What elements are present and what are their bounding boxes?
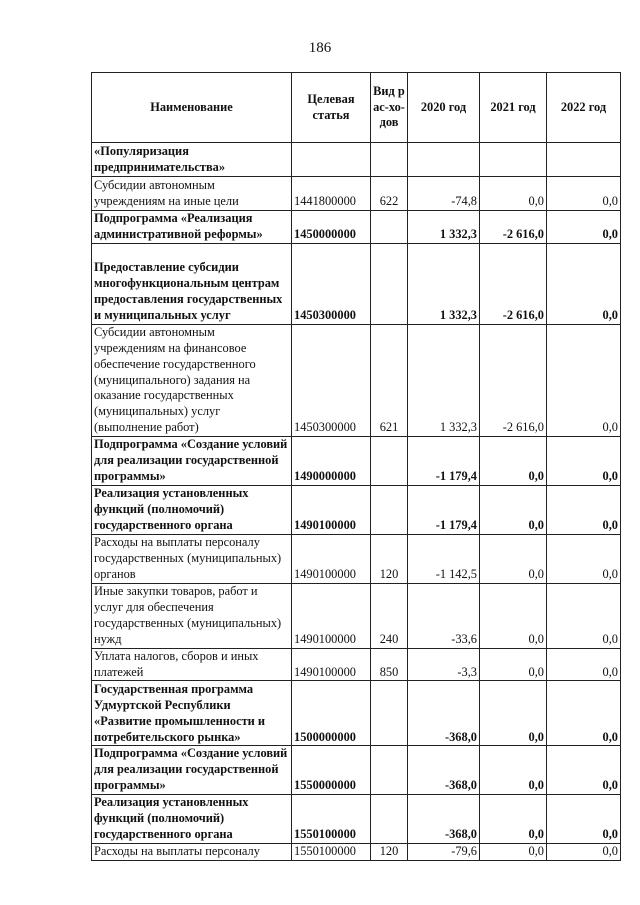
- cell-2020: -1 142,5: [408, 534, 480, 583]
- cell-name: Реализация установленных функций (полномочий) государственного органа: [92, 485, 292, 534]
- table-row: [92, 177, 621, 211]
- cell-2022: 0,0: [547, 534, 621, 583]
- cell-2021: 0,0: [480, 485, 547, 534]
- cell-target-article: 1550100000: [292, 843, 371, 860]
- cell-2020: -1 179,4: [408, 485, 480, 534]
- cell-2021: [480, 143, 547, 177]
- cell-2022: 0,0: [547, 177, 621, 211]
- table-row: [92, 795, 621, 844]
- cell-2022: 0,0: [547, 324, 621, 436]
- cell-2020: -368,0: [408, 795, 480, 844]
- cell-name: Иные закупки товаров, работ и услуг для обеспечения государственных (муниципальных) нужд: [92, 583, 292, 648]
- cell-2022: 0,0: [547, 746, 621, 795]
- table-row: [92, 485, 621, 534]
- cell-target-article: 1450000000: [292, 211, 371, 244]
- cell-2021: 0,0: [480, 681, 547, 746]
- cell-expense-type: 120: [371, 534, 408, 583]
- cell-name: Субсидии автономным учреждениям на финансовое обеспечение государственного (муниципального) задания на оказание государственных (муниципальных) услуг (выполнение работ): [92, 324, 292, 436]
- table-row: [92, 143, 621, 177]
- cell-2020: -33,6: [408, 583, 480, 648]
- cell-2020: 1 332,3: [408, 211, 480, 244]
- cell-2021: -2 616,0: [480, 243, 547, 324]
- cell-2022: 0,0: [547, 243, 621, 324]
- cell-2020: -74,8: [408, 177, 480, 211]
- table-row: [92, 746, 621, 795]
- cell-name: Подпрограмма «Создание условий для реализации государственной программы»: [92, 746, 292, 795]
- cell-2020: -1 179,4: [408, 437, 480, 486]
- cell-target-article: [292, 143, 371, 177]
- cell-expense-type: 240: [371, 583, 408, 648]
- cell-2020: 1 332,3: [408, 243, 480, 324]
- table-row: [92, 324, 621, 436]
- cell-2021: 0,0: [480, 583, 547, 648]
- cell-2020: [408, 143, 480, 177]
- cell-expense-type: 622: [371, 177, 408, 211]
- cell-2022: 0,0: [547, 843, 621, 860]
- cell-target-article: 1490000000: [292, 437, 371, 486]
- table-header-row: [92, 73, 621, 143]
- cell-target-article: 1441800000: [292, 177, 371, 211]
- cell-expense-type: [371, 243, 408, 324]
- cell-target-article: 1550100000: [292, 795, 371, 844]
- cell-2022: 0,0: [547, 648, 621, 681]
- cell-name: Реализация установленных функций (полномочий) государственного органа: [92, 795, 292, 844]
- cell-name: Предоставление субсидии многофункциональным центрам предоставления государственных и муниципальных услуг: [92, 243, 292, 324]
- cell-name: Подпрограмма «Реализация административной реформы»: [92, 211, 292, 244]
- table-row: [92, 211, 621, 244]
- cell-2020: -79,6: [408, 843, 480, 860]
- header-2022: 2022 год: [547, 73, 621, 143]
- cell-target-article: 1450300000: [292, 324, 371, 436]
- cell-2022: 0,0: [547, 795, 621, 844]
- cell-expense-type: [371, 681, 408, 746]
- cell-2021: -2 616,0: [480, 324, 547, 436]
- cell-2021: -2 616,0: [480, 211, 547, 244]
- cell-expense-type: [371, 143, 408, 177]
- cell-expense-type: [371, 485, 408, 534]
- table-row: [92, 648, 621, 681]
- header-2020: 2020 год: [408, 73, 480, 143]
- cell-2020: -3,3: [408, 648, 480, 681]
- table-row: [92, 681, 621, 746]
- table-row: [92, 437, 621, 486]
- table-row: [92, 583, 621, 648]
- cell-2021: 0,0: [480, 437, 547, 486]
- cell-expense-type: [371, 746, 408, 795]
- table-row: [92, 843, 621, 860]
- cell-name: Субсидии автономным учреждениям на иные цели: [92, 177, 292, 211]
- cell-name: Уплата налогов, сборов и иных платежей: [92, 648, 292, 681]
- cell-expense-type: [371, 795, 408, 844]
- cell-2021: 0,0: [480, 648, 547, 681]
- cell-expense-type: 120: [371, 843, 408, 860]
- cell-target-article: 1550000000: [292, 746, 371, 795]
- cell-2022: [547, 143, 621, 177]
- budget-table: [91, 72, 621, 861]
- cell-2022: 0,0: [547, 485, 621, 534]
- cell-name: Подпрограмма «Создание условий для реализации государственной программы»: [92, 437, 292, 486]
- cell-2022: 0,0: [547, 211, 621, 244]
- cell-2020: -368,0: [408, 746, 480, 795]
- cell-2021: 0,0: [480, 795, 547, 844]
- table-row: [92, 243, 621, 324]
- cell-target-article: 1490100000: [292, 583, 371, 648]
- header-expense-type: Вид рас-хо-дов: [371, 73, 408, 143]
- header-target-article: Целевая статья: [292, 73, 371, 143]
- cell-2021: 0,0: [480, 534, 547, 583]
- cell-2020: -368,0: [408, 681, 480, 746]
- cell-target-article: 1490100000: [292, 485, 371, 534]
- cell-expense-type: 621: [371, 324, 408, 436]
- cell-2022: 0,0: [547, 583, 621, 648]
- cell-target-article: 1500000000: [292, 681, 371, 746]
- cell-name: Государственная программа Удмуртской Республики «Развитие промышленности и потребительского рынка»: [92, 681, 292, 746]
- header-name: Наименование: [92, 73, 292, 143]
- cell-2022: 0,0: [547, 681, 621, 746]
- cell-2022: 0,0: [547, 437, 621, 486]
- cell-2020: 1 332,3: [408, 324, 480, 436]
- cell-expense-type: 850: [371, 648, 408, 681]
- cell-target-article: 1490100000: [292, 534, 371, 583]
- table-row: [92, 534, 621, 583]
- cell-expense-type: [371, 211, 408, 244]
- cell-target-article: 1490100000: [292, 648, 371, 681]
- cell-name: «Популяризация предпринимательства»: [92, 143, 292, 177]
- cell-2021: 0,0: [480, 177, 547, 211]
- header-2021: 2021 год: [480, 73, 547, 143]
- cell-name: Расходы на выплаты персоналу государственных (муниципальных) органов: [92, 534, 292, 583]
- cell-2021: 0,0: [480, 843, 547, 860]
- cell-expense-type: [371, 437, 408, 486]
- cell-name: Расходы на выплаты персоналу: [92, 843, 292, 860]
- cell-target-article: 1450300000: [292, 243, 371, 324]
- page-number: 186: [308, 40, 332, 56]
- cell-2021: 0,0: [480, 746, 547, 795]
